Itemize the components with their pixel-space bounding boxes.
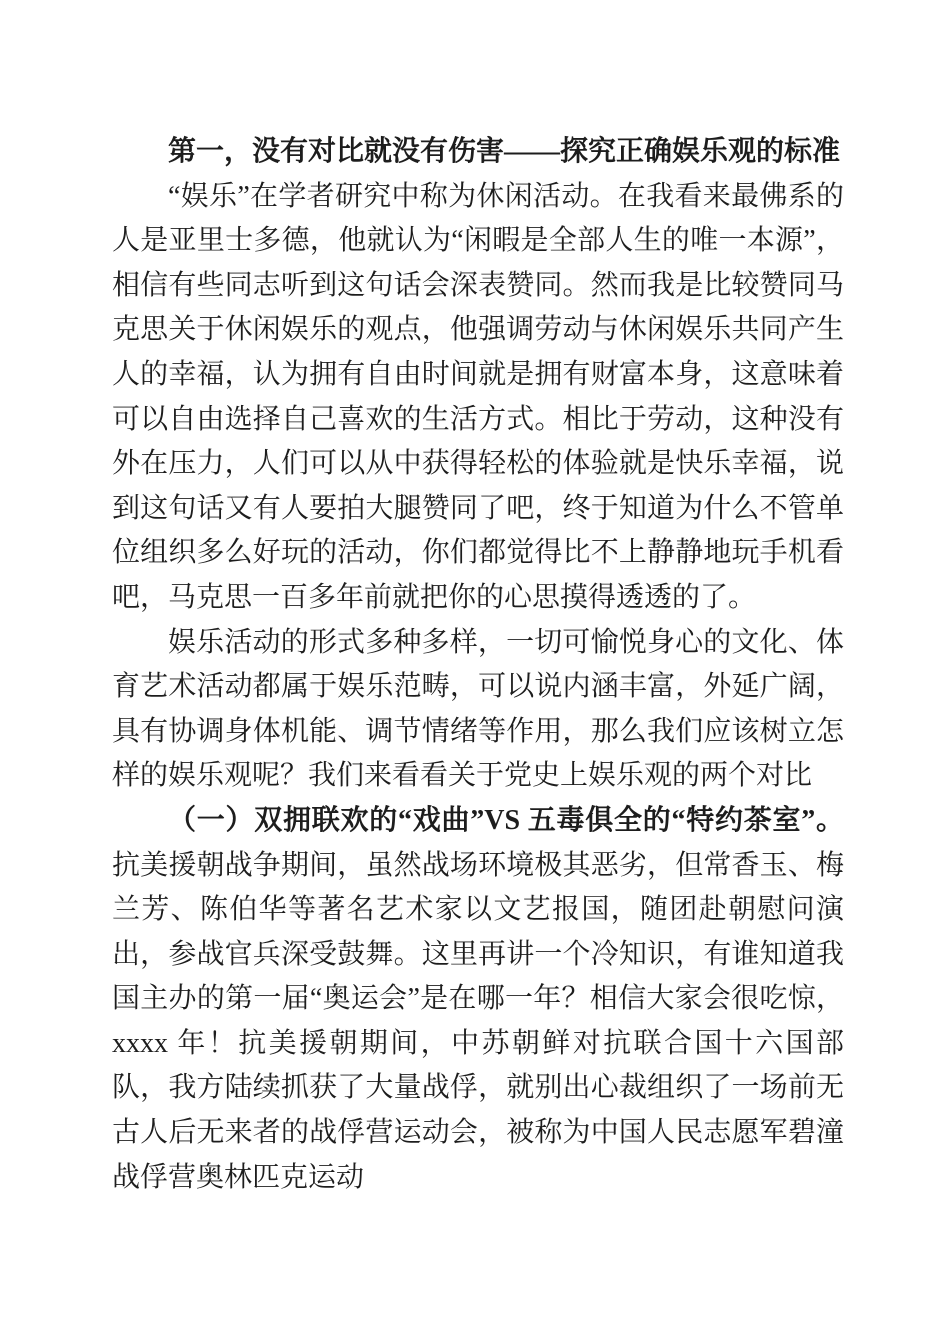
paragraph-korean-war-pow-olympics: 抗美援朝战争期间，虽然战场环境极其恶劣，但常香玉、梅兰芳、陈伯华等著名艺术家以文艺报国，随团赴朝慰问演出，参战官兵深受鼓舞。这里再讲一个冷知识，有谁知道我国主办的第一届“奥运会”是在哪一年？相信大家会很吃惊，xxxx 年！抗美援朝期间，中苏朝鲜对抗联合国十六国部队，我方陆续抓获了大量战俘，就别出心裁组织了一场前无古人后无来者的战俘营运动会，被称为中国人民志愿军碧潼战俘营奥林匹克运动: [112, 849, 844, 1193]
subsection-heading-opera-vs-teahouse: （一）双拥联欢的“戏曲”VS 五毒俱全的“特约茶室”。: [168, 804, 844, 836]
section-heading-entertainment-standard: 第一，没有对比就没有伤害——探究正确娱乐观的标准: [168, 136, 841, 167]
paragraph-leisure-definition: “娱乐”在学者研究中称为休闲活动。在我看来最佛系的人是亚里士多德，他就认为“闲暇是全部人生的唯一本源”，相信有些同志听到这句话会深表赞同。然而我是比较赞同马克思关于休闲娱乐的观点，他强调劳动与休闲娱乐共同产生人的幸福，认为拥有自由时间就是拥有财富本身，这意味着可以自由选择自己喜欢的生活方式。相比于劳动，这种没有外在压力，人们可以从中获得轻松的体验就是快乐幸福，说到这句话又有人要拍大腿赞同了吧，终于知道为什么不管单位组织多么好玩的活动，你们都觉得比不上静静地玩手机看吧，马克思一百多年前就把你的心思摸得透透的了。: [112, 180, 844, 613]
paragraph-entertainment-forms: 娱乐活动的形式多种多样，一切可愉悦身心的文化、体育艺术活动都属于娱乐范畴，可以说内涵丰富，外延广阔，具有协调身体机能、调节情绪等作用，那么我们应该树立怎样的娱乐观呢？我们来看看关于党史上娱乐观的两个对比: [112, 626, 844, 792]
paragraph-comparison-one: [112, 799, 844, 1200]
